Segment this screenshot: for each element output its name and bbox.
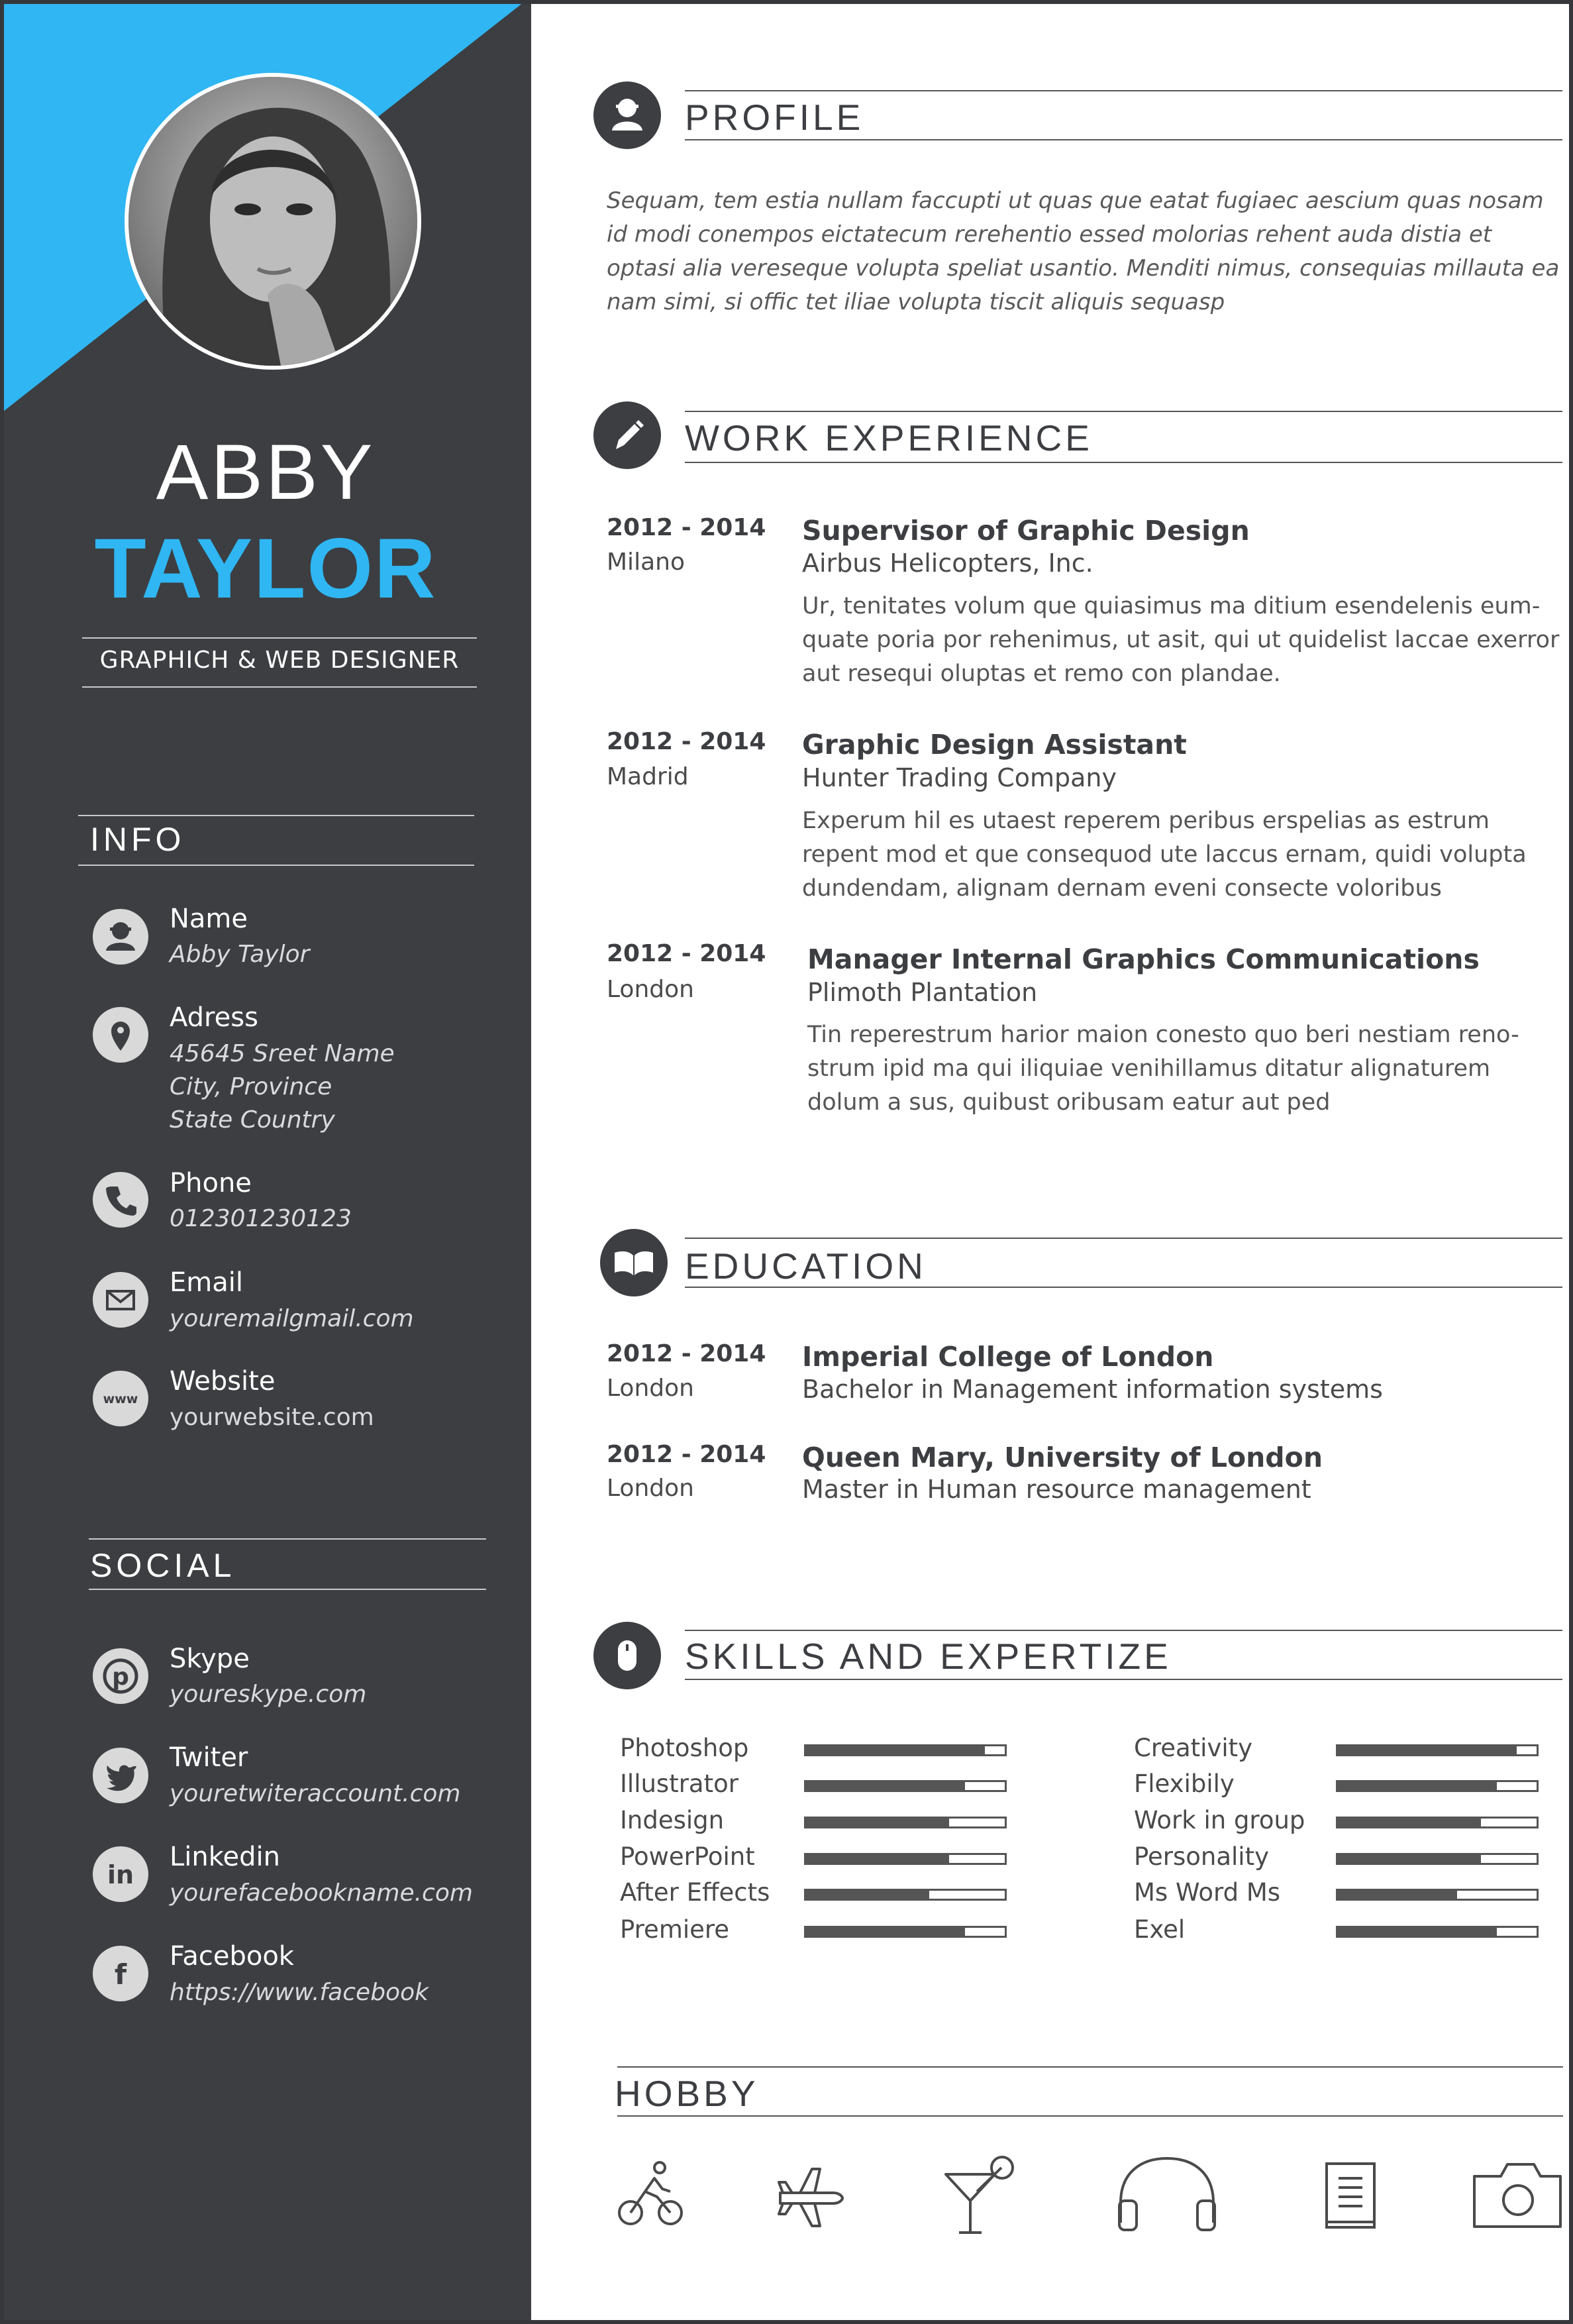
skill-level-fill [1338,1855,1481,1863]
skill-level-bar [1336,1889,1539,1901]
location-pin-icon [93,1007,148,1063]
skill-level-fill [806,1855,949,1863]
edu-school: Imperial College of London [802,1341,1214,1373]
skill-level-fill [1338,1928,1497,1936]
www-icon [93,1371,148,1426]
info-address-line2: City, Province [170,1073,332,1100]
job-description [807,1018,1573,1120]
info-name-label: Name [170,904,248,934]
skill-level-fill [806,1819,949,1826]
social-twitter-value[interactable]: youretwiteraccount.com [170,1780,461,1807]
svg-text:in: in [107,1860,134,1889]
skill-level-fill [1338,1819,1481,1826]
info-address-label: Adress [170,1002,258,1033]
divider [685,1287,1562,1288]
divider [89,1589,486,1590]
skill-label: Creativity [1134,1734,1253,1762]
social-linkedin-value[interactable]: yourefacebookname.com [170,1879,473,1907]
skill-label: Premiere [620,1915,730,1944]
skill-label: Work in group [1134,1806,1305,1834]
edu-degree: Bachelor in Management information systems [802,1375,1383,1404]
cycling-icon [616,2158,689,2231]
svg-text:f: f [114,1958,127,1991]
info-email-label: Email [170,1267,243,1298]
skill-level-bar [804,1817,1007,1828]
job-title: Manager Internal Graphics Communications [807,943,1480,975]
skill-level-bar [804,1744,1007,1756]
profile-text: Sequam, tem estia nullam faccupti ut quas que eatat fugiaec aescium quas nosam id modi conempos eictatecum rerehentio essed molorias rehent auda distia et optasi alia vereseque volupta speliat usantio. Menditi nimus, consequias millauta ea nam simi, si offic tet iliae volupta tiscit aliquis sequasp [607,187,1560,315]
skill-level-fill [806,1782,965,1790]
job-description-line: quate poria por rehenimus, ut asit, qui ut quidelist laccae exerror [802,627,1560,653]
job-description [802,590,1573,691]
job-description [802,804,1573,906]
skill-level-bar [804,1780,1007,1792]
job-title: GRAPHICH & WEB DESIGNER [99,647,460,674]
skill-level-fill [806,1928,965,1936]
pencil-icon [593,401,661,469]
divider [617,2115,1563,2117]
envelope-icon [93,1272,148,1328]
social-facebook-label: Facebook [170,1941,294,1972]
skill-label: Ms Word Ms [1134,1878,1281,1907]
facebook-icon[interactable] [93,1946,148,2001]
divider [685,90,1562,91]
job-description-line: Experum hil es utaest reperem peribus erspelias as estrum [802,808,1490,834]
social-skype-label: Skype [170,1644,250,1674]
camera-icon [1470,2156,1566,2233]
skill-label: Personality [1134,1842,1269,1871]
divider [685,1679,1562,1680]
hobby-heading: HOBBY [615,2073,759,2114]
skill-level-fill [1338,1746,1517,1754]
first-name: ABBY [156,429,376,516]
info-website-value[interactable]: yourwebsite.com [170,1404,374,1431]
pinterest-icon[interactable] [93,1648,148,1704]
social-skype-value[interactable]: youreskype.com [170,1681,367,1708]
info-phone-label: Phone [170,1168,252,1198]
profile-photo [125,73,421,370]
skills-heading: SKILLS AND EXPERTIZE [685,1636,1172,1677]
info-phone-value: 012301230123 [170,1205,352,1232]
job-description-line: dundendam, alignam dernam eveni consecte voloribus [802,875,1442,902]
divider [89,1538,486,1540]
job-years: 2012 - 2014 [607,940,766,967]
skill-label: Illustrator [620,1769,738,1798]
phone-icon [93,1172,148,1228]
edu-city: London [607,1375,694,1402]
info-name-value: Abby Taylor [170,941,310,968]
social-heading: SOCIAL [90,1547,236,1584]
edu-degree: Master in Human resource management [802,1475,1311,1504]
job-description-line: Tin reperestrum harior maion conesto quo beri nestiam reno- [807,1022,1519,1048]
job-description-line: dolum a sus, quibust oribusam eatur aut ped [807,1089,1331,1116]
skill-level-fill [1338,1782,1497,1790]
job-city: London [607,976,694,1003]
skill-level-bar [804,1853,1007,1865]
skill-level-bar [1336,1817,1539,1828]
divider [82,637,477,639]
sidebar [0,0,531,2324]
airplane-icon [774,2160,846,2233]
person-icon [593,81,661,149]
edu-city: London [607,1475,694,1502]
social-twitter-label: Twiter [170,1742,248,1773]
linkedin-icon[interactable] [93,1846,148,1902]
info-website-label: Website [170,1366,276,1397]
job-city: Milano [607,549,685,576]
social-linkedin-label: Linkedin [170,1842,280,1872]
twitter-icon[interactable] [93,1748,148,1803]
headphones-icon [1114,2153,1227,2239]
mouse-icon [593,1622,661,1689]
info-address-line1: 45645 Sreet Name [170,1040,395,1067]
divider [685,1630,1562,1631]
open-book-icon [600,1229,668,1296]
svg-text:www: www [103,1392,138,1406]
skill-label: Indesign [620,1806,725,1834]
edu-school: Queen Mary, University of London [802,1442,1323,1473]
job-description-line: Ur, tenitates volum que quiasimus ma ditium esendelenis eum- [802,593,1541,619]
svg-text:p: p [112,1664,129,1691]
skill-label: Exel [1134,1915,1186,1944]
skill-level-bar [1336,1926,1539,1938]
divider [82,686,477,688]
divider [685,411,1562,412]
job-city: Madrid [607,763,689,790]
job-description-line: strum ipid ma qui iliquiae venihillamus ditatur alignaturem [807,1055,1491,1082]
skill-label: PowerPoint [620,1842,755,1871]
skill-level-bar [804,1926,1007,1938]
divider [685,1238,1562,1239]
job-title: Graphic Design Assistant [802,729,1187,761]
job-description-line: repent mod et que consequod ute laccus ernam, quidi volupta [802,841,1527,868]
skill-level-bar [1336,1853,1539,1865]
skill-label: Photoshop [620,1734,749,1762]
job-title: Supervisor of Graphic Design [802,515,1250,547]
skill-level-fill [1338,1891,1457,1899]
skill-label: After Effects [620,1878,770,1907]
social-facebook-value[interactable]: https://www.facebook [170,1979,429,2006]
divider [78,865,474,866]
divider [685,139,1562,140]
info-email-value[interactable]: youremailgmail.com [170,1305,414,1332]
work-heading: WORK EXPERIENCE [685,417,1093,458]
education-heading: EDUCATION [685,1245,927,1287]
job-company: Plimoth Plantation [807,978,1038,1007]
skill-level-bar [1336,1780,1539,1792]
job-company: Hunter Trading Company [802,763,1117,792]
info-heading: INFO [90,821,185,858]
skill-level-fill [806,1891,929,1899]
job-company: Airbus Helicopters, Inc. [802,549,1093,578]
last-name: TAYLOR [94,521,437,616]
job-years: 2012 - 2014 [607,514,766,541]
skill-level-fill [806,1746,985,1754]
edu-years: 2012 - 2014 [607,1340,766,1367]
job-years: 2012 - 2014 [607,728,766,755]
skill-level-bar [1336,1744,1539,1756]
skill-level-bar [804,1889,1007,1901]
profile-heading: PROFILE [685,97,864,138]
cocktail-icon [940,2153,1020,2239]
person-icon [93,909,148,965]
divider [617,2066,1563,2068]
job-description-line: aut resequi oluptas et remo con plandae. [802,660,1281,687]
edu-years: 2012 - 2014 [607,1441,766,1468]
info-address-line3: State Country [170,1106,335,1134]
skill-label: Flexibily [1134,1769,1235,1798]
book-icon [1321,2160,1381,2233]
divider [78,815,474,816]
divider [685,462,1562,463]
